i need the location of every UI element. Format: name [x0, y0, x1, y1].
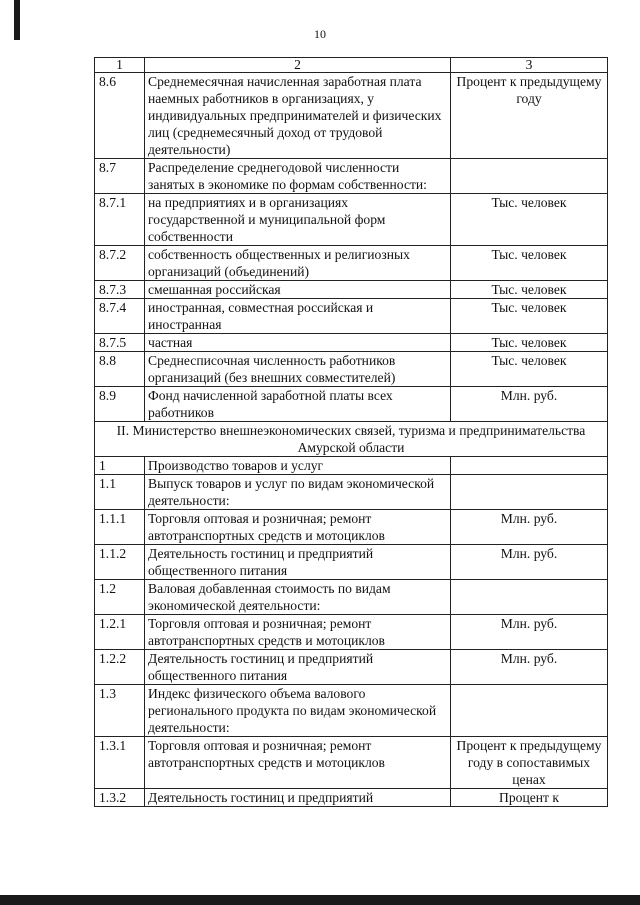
row-number: 1.1.1: [95, 510, 145, 545]
table-row: [95, 159, 608, 194]
indicator-name: Деятельность гостиниц и предприятий общественного питания: [145, 650, 451, 685]
unit-of-measure: Процент к предыдущему году в сопоставимых ценах: [451, 737, 608, 789]
table-row: [95, 650, 608, 685]
row-number: 1.1.2: [95, 545, 145, 580]
row-number: 8.7.4: [95, 299, 145, 334]
indicator-name: Производство товаров и услуг: [145, 457, 451, 475]
table-row: [95, 334, 608, 352]
table-row: [95, 580, 608, 615]
column-header: 1: [95, 58, 145, 73]
unit-of-measure: Тыс. человек: [451, 281, 608, 299]
table-row: [95, 737, 608, 789]
section-row: [95, 422, 608, 457]
table-row: [95, 789, 608, 807]
indicator-name: смешанная российская: [145, 281, 451, 299]
table-row: [95, 475, 608, 510]
indicator-name: Деятельность гостиниц и предприятий общественного питания: [145, 545, 451, 580]
table-row: [95, 281, 608, 299]
column-header: 3: [451, 58, 608, 73]
unit-of-measure: [451, 457, 608, 475]
unit-of-measure: [451, 580, 608, 615]
table-row: [95, 457, 608, 475]
table-row: [95, 299, 608, 334]
row-number: 1: [95, 457, 145, 475]
indicator-name: Выпуск товаров и услуг по видам экономической деятельности:: [145, 475, 451, 510]
indicator-name: Торговля оптовая и розничная; ремонт автотранспортных средств и мотоциклов: [145, 737, 451, 789]
unit-of-measure: [451, 159, 608, 194]
column-header: 2: [145, 58, 451, 73]
indicator-name: на предприятиях и в организациях государственной и муниципальной форм собственности: [145, 194, 451, 246]
indicator-name: Торговля оптовая и розничная; ремонт автотранспортных средств и мотоциклов: [145, 615, 451, 650]
row-number: 1.2.2: [95, 650, 145, 685]
unit-of-measure: Млн. руб.: [451, 387, 608, 422]
page-number: 10: [314, 27, 326, 41]
unit-of-measure: Тыс. человек: [451, 194, 608, 246]
table-row: [95, 194, 608, 246]
table-row: [95, 73, 608, 159]
unit-of-measure: Млн. руб.: [451, 615, 608, 650]
unit-of-measure: Процент к предыдущему году: [451, 73, 608, 159]
table-header-row: [95, 58, 608, 73]
unit-of-measure: Млн. руб.: [451, 650, 608, 685]
unit-of-measure: Процент к: [451, 789, 608, 807]
unit-of-measure: [451, 475, 608, 510]
table-row: [95, 545, 608, 580]
row-number: 8.7: [95, 159, 145, 194]
row-number: 1.2.1: [95, 615, 145, 650]
row-number: 8.9: [95, 387, 145, 422]
indicators-table: [94, 57, 608, 807]
section-title: II. Министерство внешнеэкономических связей, туризма и предпринимательства Амурской области: [95, 422, 608, 457]
row-number: 1.2: [95, 580, 145, 615]
table-row: [95, 510, 608, 545]
row-number: 1.1: [95, 475, 145, 510]
indicator-name: Валовая добавленная стоимость по видам экономической деятельности:: [145, 580, 451, 615]
indicator-name: Среднемесячная начисленная заработная плата наемных работников в организациях, у индивидуальных предпринимателей и физических лиц (среднемесячный доход от трудовой деятельности): [145, 73, 451, 159]
table-row: [95, 352, 608, 387]
table-row: [95, 615, 608, 650]
indicator-name: Среднесписочная численность работников организаций (без внешних совместителей): [145, 352, 451, 387]
unit-of-measure: Млн. руб.: [451, 545, 608, 580]
indicator-name: иностранная, совместная российская и иностранная: [145, 299, 451, 334]
table-row: [95, 387, 608, 422]
indicator-name: собственность общественных и религиозных организаций (объединений): [145, 246, 451, 281]
indicator-name: Фонд начисленной заработной платы всех работников: [145, 387, 451, 422]
indicator-name: Индекс физического объема валового регионального продукта по видам экономической деятельности:: [145, 685, 451, 737]
unit-of-measure: Тыс. человек: [451, 352, 608, 387]
row-number: 8.7.2: [95, 246, 145, 281]
row-number: 8.7.3: [95, 281, 145, 299]
unit-of-measure: Тыс. человек: [451, 246, 608, 281]
indicator-name: Деятельность гостиниц и предприятий: [145, 789, 451, 807]
unit-of-measure: Тыс. человек: [451, 299, 608, 334]
row-number: 1.3.2: [95, 789, 145, 807]
row-number: 1.3: [95, 685, 145, 737]
unit-of-measure: Млн. руб.: [451, 510, 608, 545]
indicator-name: частная: [145, 334, 451, 352]
scan-bottom-edge: [0, 895, 640, 905]
row-number: 8.7.5: [95, 334, 145, 352]
row-number: 1.3.1: [95, 737, 145, 789]
row-number: 8.8: [95, 352, 145, 387]
unit-of-measure: Тыс. человек: [451, 334, 608, 352]
table-row: [95, 685, 608, 737]
row-number: 8.6: [95, 73, 145, 159]
table-row: [95, 246, 608, 281]
row-number: 8.7.1: [95, 194, 145, 246]
unit-of-measure: [451, 685, 608, 737]
indicator-name: Торговля оптовая и розничная; ремонт автотранспортных средств и мотоциклов: [145, 510, 451, 545]
indicator-name: Распределение среднегодовой численности занятых в экономике по формам собственности:: [145, 159, 451, 194]
